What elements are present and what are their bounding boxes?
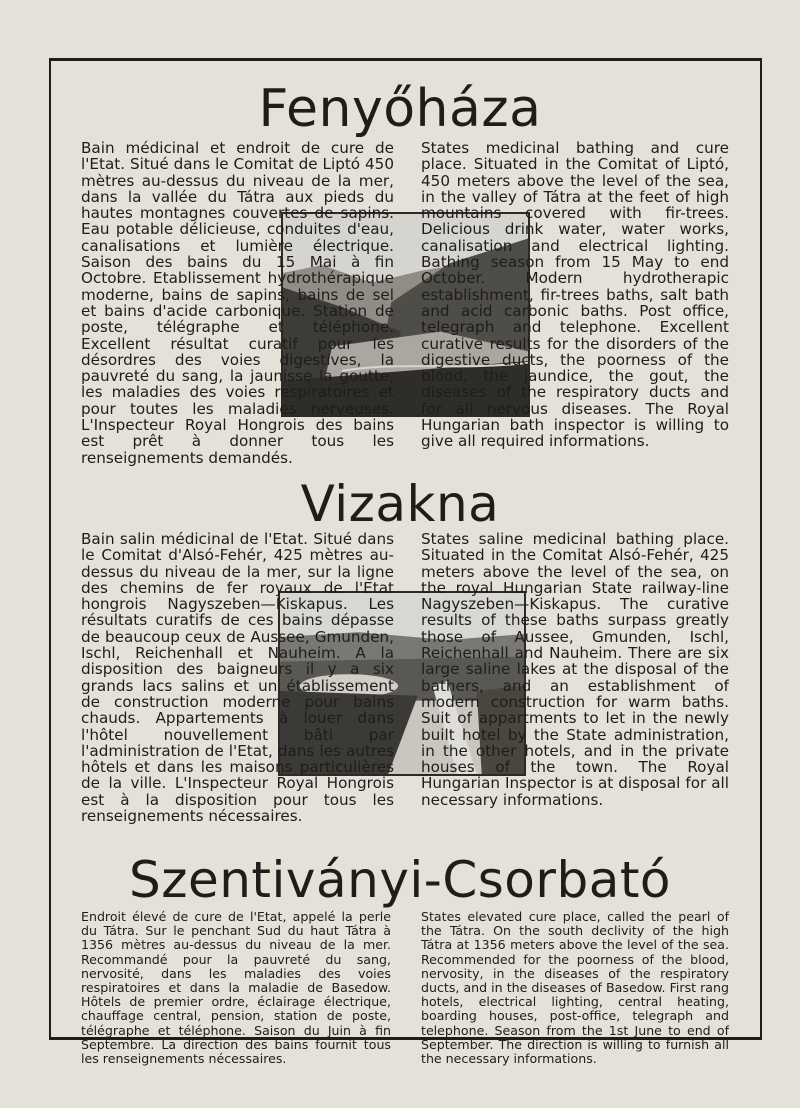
section-text-english-fenyohaza: States medicinal bathing and cure place. Situated in the Comitat of Liptó, 450 meters above the level of the sea, in the valley of Tátra at the feet of high mountains covered with fir-trees. Delicious drink water, water works, canalisation and electrical lighting. Bathing season from 15 May to end October. Modern hydrotherapic establishment, fir-trees baths, salt bath and acid carbonic baths. Post office, telegraph and telephone. Excellent curative results for the disorders of the digestive ducts, the poorness of the blood, the jaundice, the gout, the diseases of the respiratory ducts and for all nervous diseases. The Royal Hungarian bath inspector is willing to give all required informations. [421, 139, 729, 451]
section-title-szentivanyi-csorbato: Szentiványi-Csorbató [128, 851, 672, 909]
section-text-french-szentivanyi: Endroit élevé de cure de l'Etat, appelé la perle du Tátra. Sur le penchant Sud du haut Tátra à 1356 mètres au-dessus du niveau de la mer. Recommandé pour la pauvreté du sang, nervosité, dans les maladies des voies respiratoires et dans la maladie de Basedow. Hôtels de premier ordre, éclairage électrique, chauffage central, pension, station de poste, télégraphe et téléphone. Saison du Juin à fin Septembre. La direction des bains fournit tous les renseignements nécessaires. [81, 909, 391, 1067]
section-text-french-vizakna: Bain salin médicinal de l'Etat. Situé dans le Comitat d'Alsó-Fehér, 425 mètres au-dessus du niveau de la mer, sur la ligne des chemins de fer royaux de l'Etat hongrois Nagyszeben—Kiskapus. Les résultats curatifs de ces bains dépasse de beaucoup ceux de Aussee, Gmunden, Ischl, Reichenhall et Nauheim. A la disposition des baigneurs il y a six grands lacs salins et un établissement de construction moderne pour bains chauds. Appartements à louer dans l'hôtel nouvellement bâti par l'administration de l'Etat, dans les autres hôtels et dans les maisons particulières de la ville. L'Inspecteur Royal Hongrois est à la disposition pour tous les renseignements nécessaires. [81, 530, 394, 826]
section-title-fenyohaza: Fenyőháza [258, 79, 542, 139]
section-text-english-vizakna: States saline medicinal bathing place. Situated in the Comitat Alsó-Fehér, 425 meters above the level of the sea, on the royal Hungarian State railway-line Nagyszeben—Kiskapus. The curative results of these baths surpass greatly those of Aussee, Gmunden, Ischl, Reichenhall and Nauheim. There are six large saline lakes at the disposal of the bathers, and an establishment of modern construction for warm baths. Suit of appartments to let in the newly built hotel by the State administration, in the other hotels, and in the private houses of the town. The Royal Hungarian Inspector is at disposal for all necessary informations. [421, 530, 729, 809]
section-text-english-szentivanyi: States elevated cure place, called the pearl of the Tátra. On the south declivity of the high Tátra at 1356 meters above the level of the sea. Recommended for the poorness of the blood, nervosity, in the diseases of the respiratory ducts, and in the diseases of Basedow. First rang hotels, electrical lighting, central heating, boarding houses, post-office, telegraph and telephone. Season from the 1st June to end of September. The direction is willing to furnish all the necessary informations. [421, 909, 729, 1067]
section-text-french-fenyohaza: Bain médicinal et endroit de cure de l'Etat. Situé dans le Comitat de Liptó 450 mètres au-dessus du niveau de la mer, dans la vallée du Tátra aux pieds du hautes montagnes couvertes de sapins. Eau potable délicieuse, conduites d'eau, canalisations et lumière électrique. Saison des bains du 15 Mai à fin Octobre. Etablissement hydrothérapique moderne, bains de sapins, bains de sel et bains d'acide carbonique. Station de poste, télégraphe et téléphone. Excellent résultat curatif pour les désordres des voies digestives, la pauvreté du sang, la jaunisse la goutte, les maladies des voies respiratoires et pour toutes les maladies nerveuses. L'Inspecteur Royal Hongrois des bains est prêt à donner tous les renseignements demandés. [81, 139, 394, 467]
section-title-vizakna: Vizakna [300, 475, 500, 533]
